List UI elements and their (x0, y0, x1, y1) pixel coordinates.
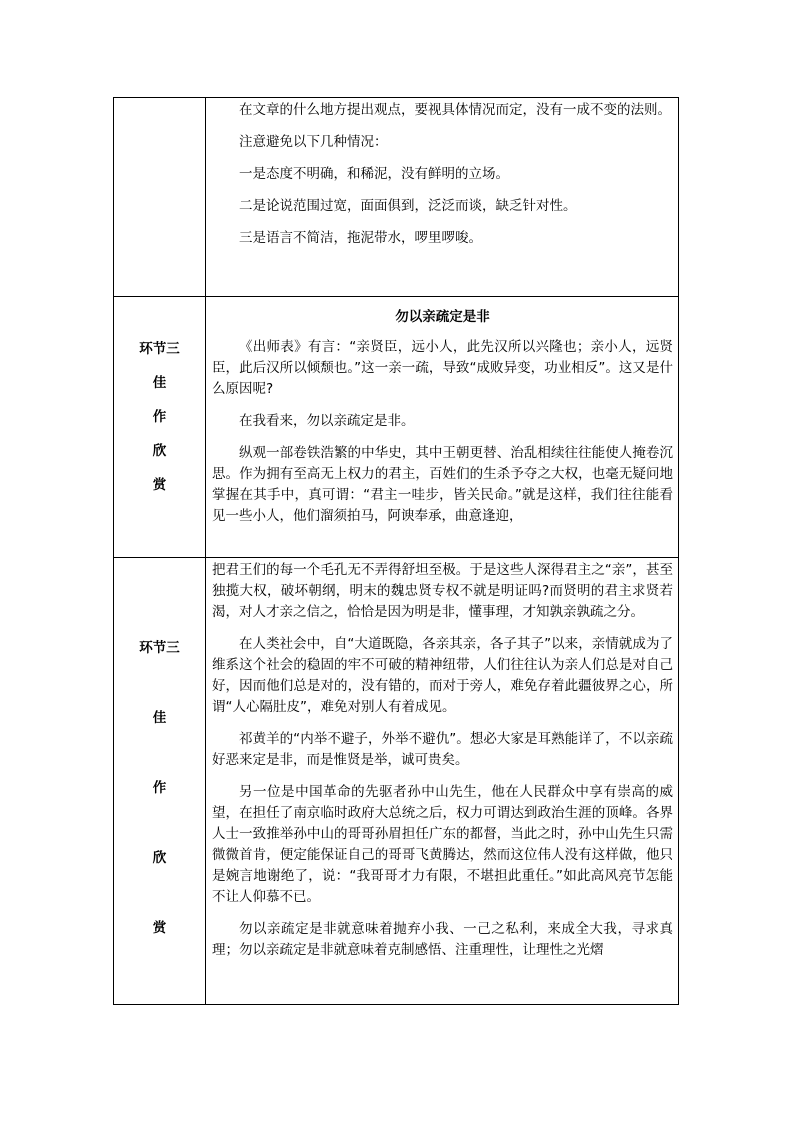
content-cell (206, 98, 679, 297)
essay-title: 勿以亲疏定是非 (395, 309, 490, 325)
section-char: 作 (152, 780, 167, 796)
paragraph: 把君王们的每一个毛孔无不弄得舒坦至极。于是这些人深得君主之“亲”，甚至独揽大权，破坏朝纲，明末的魏忠贤专权不就是明证吗?而贤明的君主求贤若渴，对人才亲之信之，恰恰是因为明是非，懂事理，才知孰亲孰疏之分。 (212, 562, 673, 620)
section-char: 赏 (152, 477, 167, 493)
paragraph: 注意避免以下几种情况： (239, 134, 388, 150)
section-char: 佳 (152, 375, 167, 391)
section-char: 作 (152, 409, 167, 425)
label-cell-empty (114, 98, 206, 297)
paragraph: 祁黄羊的“内举不避子，外举不避仇”。想必大家是耳熟能详了，不以亲疏好恶来定是非，而是惟贤是举，诚可贵矣。 (212, 731, 673, 768)
section-label-cell (114, 297, 206, 558)
section-char: 欣 (152, 443, 167, 459)
paragraph: 在文章的什么地方提出观点，要视具体情况而定，没有一成不变的法则。 (239, 102, 671, 118)
paragraph: 《出师表》有言：“亲贤臣，远小人，此先汉所以兴隆也；亲小人，远贤臣，此后汉所以倾颓也。”这一亲一疏，导致“成败异变，功业相反”。这又是什么原因呢? (212, 339, 673, 397)
paragraph: 在人类社会中，自“大道既隐，各亲其亲，各子其子”以来，亲情就成为了维系这个社会的稳固的牢不可破的精神纽带，人们往往认为亲人们总是对自己好，因而他们总是对的，没有错的，而对于旁人，难免存着此疆彼界之心，所谓“人心隔肚皮”，难免对别人有着成见。 (212, 636, 673, 715)
paragraph: 在我看来，勿以亲疏定是非。 (239, 413, 415, 429)
paragraph: 二是论说范围过宽，面面俱到，泛泛而谈，缺乏针对性。 (239, 198, 577, 214)
table-row (114, 297, 679, 558)
section-label-cell (114, 558, 206, 1005)
section-char: 佳 (152, 710, 167, 726)
table-row (114, 558, 679, 1005)
section-char: 赏 (152, 920, 167, 936)
content-cell (206, 558, 679, 1005)
section-char: 欣 (152, 850, 167, 866)
paragraph: 三是语言不简洁，拖泥带水，啰里啰唆。 (239, 230, 482, 246)
paragraph: 纵观一部卷铁浩繁的中华史，其中王朝更替、治乱相续往往能使人掩卷沉思。作为拥有至高无上权力的君主，百姓们的生杀予夺之大权，也毫无疑问地掌握在其手中，真可谓：“君主一哇步，皆关民命。”就是这样，我们往往能看见一些小人，他们溜须拍马，阿谀奉承，曲意逢迎， (212, 445, 673, 524)
paragraph: 一是态度不明确，和稀泥，没有鲜明的立场。 (239, 166, 509, 182)
section-label: 环节三 (139, 640, 180, 656)
content-cell (206, 297, 679, 558)
paragraph: 另一位是中国革命的先驱者孙中山先生，他在人民群众中享有崇高的威望，在担任了南京临时政府大总统之后，权力可谓达到政治生涯的顶峰。各界人士一致推举孙中山的哥哥孙眉担任广东的都督，当此之时，孙中山先生只需微微首肯，便定能保证自己的哥哥飞黄腾达，然而这位伟人没有这样做，他只是婉言地谢绝了，说：“我哥哥才力有限，不堪担此重任。”如此高风亮节怎能不让人仰慕不已。 (212, 784, 673, 905)
table-row (114, 98, 679, 297)
section-label: 环节三 (139, 341, 180, 357)
paragraph: 勿以亲疏定是非就意味着抛弃小我、一己之私利，来成全大我，寻求真理；勿以亲疏定是非就意味着克制感悟、注重理性，让理性之光熠 (212, 921, 673, 958)
lesson-table (113, 97, 679, 1005)
